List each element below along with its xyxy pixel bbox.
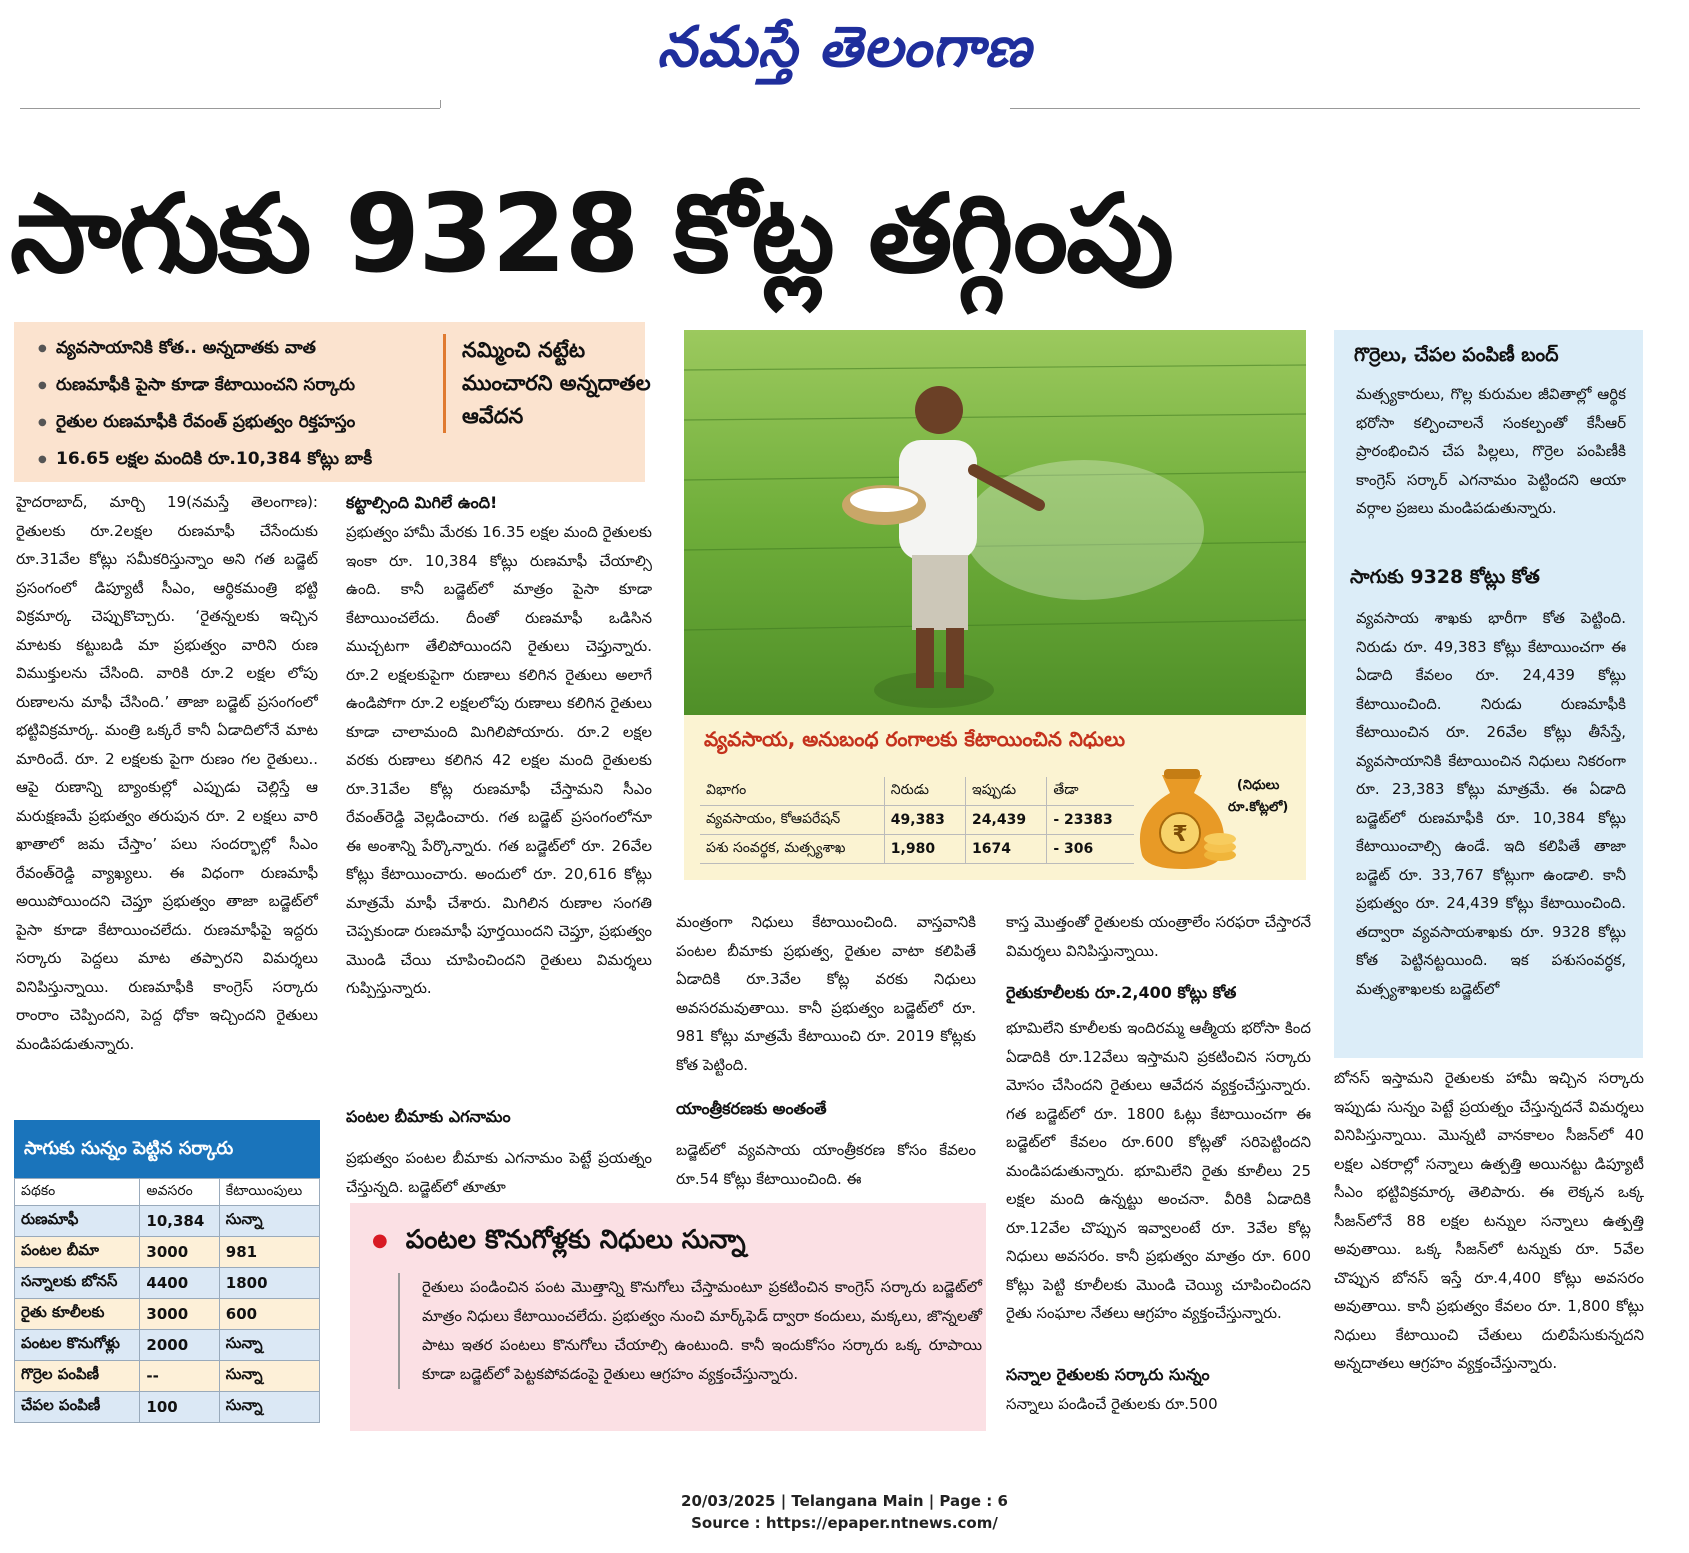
scheme-cell: సున్నా (219, 1392, 319, 1423)
masthead-logo: నమస్తే తెలంగాణ (657, 15, 1032, 80)
funds-row (700, 806, 1134, 835)
subheading-laborers: రైతుకూలీలకు రూ.2,400 కోట్లు కోత (1006, 983, 1237, 1002)
article-column-1: హైదరాబాద్, మార్చి 19(నమస్తే తెలంగాణ): రైతులకు రూ.2లక్షల రుణమాఫీ చేసేందుకు రూ.31వేల కోట్లు సమీకరిస్తున్నాం అని గత బడ్జెట్ ప్రసంగంలో డిప్యూటీ సీఎం, ఆర్థికమంత్రి భట్టి విక్రమార్క చెప్పుకొచ్చారు. ‘రైతన్నలకు ఇచ్చిన మాటకు కట్టుబడి మా ప్రభుత్వం వారిని రుణ విముక్తులను చేసింది. వారికి రూ.2 లక్షల లోపు రుణాలను మాఫీ చేసింది.’ తాజా బడ్జెట్ ప్రసంగంలో భట్టివిక్రమార్క. మంత్రి ఒక్కరే కానీ ఏడాదిలోనే మాట మారిందే. రూ. 2 లక్షలకు పైగా రుణం గల రైతులు.. ఆపై రుణాన్ని బ్యాంకుల్లో ఎప్పుడు చెల్లిస్తే ఆ మరుక్షణమే ప్రభుత్వం తరుపున రూ. 2 లక్షలు వారి ఖాతాలో జమ చేస్తాం’ పలు సందర్భాల్లో సీఎం రేవంత్‌రెడ్డి వ్యాఖ్యలు. ఈ విధంగా రుణమాఫీ అయిపోయిందని చెప్తూ ప్రభుత్వం తాజా బడ్జెట్‌లో పైసా కూడా కేటాయించలేదు. రుణమాఫీపై ఇద్దరు సర్కారు పెద్దలు మాట తప్పారని విమర్శలు వినిపిస్తున్నాయి. రుణమాఫీకి కాంగ్రెస్ సర్కారు రాంరాం చెప్పిందని, పెద్ద ధోకా ఇచ్చిందని రైతులు మండిపడుతున్నారు. (16, 493, 318, 1053)
scheme-cell: 2000 (140, 1330, 219, 1361)
scheme-row (15, 1299, 320, 1330)
funds-cell: 1674 (966, 835, 1047, 864)
funds-cell: 24,439 (966, 806, 1047, 835)
funds-header-row (700, 777, 1134, 806)
procurement-title: పంటల కొనుగోళ్లకు నిధులు సున్నా (405, 1225, 746, 1255)
funds-cell: పశు సంవర్థక, మత్స్యశాఖ (700, 835, 884, 864)
footer-source: Source : https://epaper.ntnews.com/ (691, 1514, 998, 1532)
subheading-crop-insurance: పంటల బీమాకు ఎగనామం (346, 1107, 511, 1126)
footer-date-page: 20/03/2025 | Telangana Main | Page : 6 (681, 1492, 1008, 1510)
procurement-heading (372, 1225, 746, 1261)
funds-note-line-1: (నిధులు (1236, 778, 1280, 793)
scheme-row (15, 1237, 320, 1268)
highlight-item: ● రుణమాఫీకి పైసా కూడా కేటాయించని సర్కారు (38, 367, 448, 404)
scheme-row (15, 1361, 320, 1392)
highlight-item: ● వ్యవసాయానికి కోత.. అన్నదాతకు వాత (38, 330, 448, 367)
scheme-cell: 600 (219, 1299, 319, 1330)
funds-header-cell: తేడా (1047, 777, 1134, 806)
top-rule-tick (440, 100, 441, 108)
scheme-row (15, 1392, 320, 1423)
funds-header-cell: విభాగం (700, 777, 884, 806)
farmer-field-illustration (684, 330, 1306, 715)
sidebar-box (1334, 330, 1643, 1058)
scheme-row (15, 1268, 320, 1299)
procurement-box (350, 1203, 986, 1431)
highlight-item: ● రైతుల రుణమాఫీకి రేవంత్ ప్రభుత్వం రిక్తహస్తం (38, 404, 448, 441)
scheme-header-row (15, 1179, 320, 1206)
scheme-row (15, 1206, 320, 1237)
scheme-header-cell: అవసరం (140, 1179, 219, 1206)
page-footer (0, 1490, 1689, 1534)
funds-cell: వ్యవసాయం, కోఆపరేషన్ (700, 806, 884, 835)
column-4-text-a: కాస్త మొత్తంతో రైతులకు యంత్రాలేం సరఫరా చేస్తారనే విమర్శలు వినిపిస్తున్నాయి. (1006, 913, 1311, 960)
scheme-cell: రైతు కూలీలకు (15, 1299, 140, 1330)
funds-cell: - 23383 (1047, 806, 1134, 835)
scheme-cell: సున్నా (219, 1361, 319, 1392)
main-headline: సాగుకు 9328 కోట్ల తగ్గింపు (10, 172, 1172, 297)
scheme-cell: పంటల బీమా (15, 1237, 140, 1268)
subheading-loan-pending: కట్టాల్సింది మిగిలే ఉంది! (346, 493, 498, 512)
scheme-cell: 981 (219, 1237, 319, 1268)
article-column-2 (346, 488, 652, 1202)
scheme-row (15, 1330, 320, 1361)
column-4-text-b: సన్నాలు పండించే రైతులకు రూ.500 (1006, 1395, 1218, 1413)
funds-note-line-2: రూ.కోట్లలో) (1228, 800, 1289, 815)
scheme-cell: 1800 (219, 1268, 319, 1299)
scheme-table (14, 1178, 320, 1423)
subheading-mechanization: యాంత్రీకరణకు అంతంతే (676, 1099, 827, 1118)
farmer-photo (684, 330, 1306, 715)
rupee-symbol: ₹ (1172, 822, 1188, 847)
column-2-text-b: ప్రభుత్వం పంటల బీమాకు ఎగనామం పెట్టే ప్రయత్నం చేస్తున్నది. బడ్జెట్‌లో తూతూ (346, 1149, 652, 1196)
scheme-table-title: సాగుకు సున్నం పెట్టిన సర్కారు (14, 1120, 320, 1178)
top-rule-right (1010, 108, 1640, 109)
bullet-icon: ● (372, 1230, 388, 1251)
scheme-cell: సున్నా (219, 1206, 319, 1237)
funds-cell: 1,980 (884, 835, 965, 864)
scheme-cell: 3000 (140, 1237, 219, 1268)
funds-unit-note (1228, 775, 1288, 819)
sidebar-heading-1: గొర్రెలు, చేపల పంపిణీ బంద్ (1354, 344, 1559, 366)
column-2-text: ప్రభుత్వం హామీ మేరకు 16.35 లక్షల మంది రైతులకు ఇంకా రూ. 10,384 కోట్లు రుణమాఫీ చేయాల్సి ఉంది. కానీ బడ్జెట్‌లో మాత్రం పైసా కూడా కేటాయించలేదు. దీంతో రుణమాఫీ ఒడిసిన ముచ్చటగా తేలిపోయిందని రైతులు చెప్తున్నారు. రూ.2 లక్షలకుపైగా రుణాలు కలిగిన రైతులు అలాగే ఉండిపోగా రూ.2 లక్షలలోపు రుణాలు కలిగిన రైతులు కూడా చాలామంది మిగిలిపోయారు. రూ.2 లక్షల వరకు రుణాలు కలిగిన 42 లక్షల మంది రైతులకు రూ.31వేల కోట్ల రుణమాఫీ చేస్తామని సీఎం రేవంత్‌రెడ్డి వెల్లడించారు. గత బడ్జెట్ ప్రసంగంలోనూ ఈ అంశాన్ని పేర్కొన్నారు. గత బడ్జెట్‌లో రూ. 26వేల కోట్లు కేటాయించారు. అందులో రూ. 20,616 కోట్లు మాత్రమే మాఫీ చేశారు. మిగిలిన రుణాల సంగతి చెప్పకుండా రుణమాఫీ పూర్తయిందని చెప్తూ, ప్రభుత్వం మొండి చేయి చూపించిందని రైతులు విమర్శలు గుప్పిస్తున్నారు. (346, 523, 652, 997)
procurement-text: రైతులు పండించిన పంట మొత్తాన్ని కొనుగోలు చేస్తామంటూ ప్రకటించిన కాంగ్రెస్ సర్కారు బడ్జెట్‌లో మాత్రం నిధులు కేటాయించలేదు. ప్రభుత్వం నుంచి మార్క్‌ఫెడ్ ద్వారా కందులు, మక్కలు, జొన్నలతో పాటు ఇతర పంటలు కొనుగోలు చేయాల్సి ఉంటుంది. కానీ ఇందుకోసం సర్కారు ఒక్క రూపాయి కూడా బడ్జెట్‌లో పెట్టకపోవడంపై రైతులు ఆగ్రహం వ్యక్తంచేస్తున్నారు. (398, 1273, 982, 1389)
scheme-cell: 4400 (140, 1268, 219, 1299)
article-column-4 (1006, 908, 1311, 1418)
scheme-cell: గొర్రెల పంపిణీ (15, 1361, 140, 1392)
sidebar-text-2: వ్యవసాయ శాఖకు భారీగా కోత పెట్టింది. నిరుడు రూ. 49,383 కోట్లు కేటాయించగా ఈ ఏడాది కేవలం రూ. 24,439 కోట్లు కేటాయించింది. నిరుడు రుణమాఫీకి కేటాయించిన రూ. 26వేల కోట్లు తీసేస్తే, వ్యవసాయానికి కేటాయించిన నిధులు నికరంగా రూ. 23,383 కోట్లు మాత్రమే. ఈ ఏడాది బడ్జెట్‌లో రుణమాఫీకి రూ. 10,384 కోట్లు కేటాయించాల్సి ఉండే. ఇది కలిపితే తాజా బడ్జెట్ రూ. 33,767 కోట్లుగా ఉండాలి. కానీ ప్రభుత్వం రూ. 24,439 కోట్లు కేటాయించింది. తద్వారా వ్యవసాయశాఖకు రూ. 9328 కోట్లు కోత పెట్టినట్టయింది. ఇక పశుసంవర్ధక, మత్స్యశాఖలకు బడ్జెట్‌లో (1356, 609, 1626, 998)
subheading-fine-rice: సన్నాల రైతులకు సర్కారు సున్నం (1006, 1365, 1210, 1384)
scheme-cell: సన్నాలకు బోనస్ (15, 1268, 140, 1299)
funds-header-cell: ఇప్పుడు (966, 777, 1047, 806)
scheme-header-cell: కేటాయింపులు (219, 1179, 319, 1206)
money-bag-icon (1122, 755, 1242, 873)
top-rule-left (20, 108, 440, 109)
column-4-text: భూమిలేని కూలీలకు ఇందిరమ్మ ఆత్మీయ భరోసా కింద ఏడాదికి రూ.12వేలు ఇస్తామని ప్రకటించిన సర్కారు మోసం చేసిందని రైతులు ఆవేదన వ్యక్తంచేస్తున్నారు. గత బడ్జెట్‌లో రూ. 1800 ఓట్లు కేటాయించగా ఈ బడ్జెట్‌లో కేవలం రూ.600 కోట్లతో సరిపెట్టిందని మండిపడుతున్నారు. భూమిలేని రైతు కూలీలు 25 లక్షల మంది ఉన్నట్టు అంచనా. వీరికి ఏడాదికి రూ.12వేల చొప్పున ఇవ్వాలంటే రూ. 3వేల కోట్ల నిధులు అవసరం. కానీ ప్రభుత్వం మాత్రం రూ. 600 కోట్లు పెట్టి కూలీలకు మొండి చెయ్యి చూపించిందని రైతు సంఘాల నేతలు ఆగ్రహం వ్యక్తంచేస్తున్నారు. (1006, 1019, 1311, 1322)
scheme-cell: 10,384 (140, 1206, 219, 1237)
funds-header-cell: నిరుడు (884, 777, 965, 806)
funds-table (700, 777, 1134, 864)
funds-row (700, 835, 1134, 864)
column-3-text: మంత్రంగా నిధులు కేటాయించింది. వాస్తవానికి పంటల బీమాకు ప్రభుత్వ, రైతుల వాటా కలిపితే ఏడాదికి రూ.3వేల కోట్ల వరకు నిధులు అవసరమవుతాయి. కానీ ప్రభుత్వం బడ్జెట్‌లో రూ. 981 కోట్లు మాత్రమే కేటాయించి రూ. 2019 కోట్లకు కోత పెట్టింది. (676, 913, 976, 1074)
scheme-cell: పంటల కొనుగోళ్లు (15, 1330, 140, 1361)
sidebar-heading-2: సాగుకు 9328 కోట్లు కోత (1350, 566, 1540, 588)
scheme-cell: 3000 (140, 1299, 219, 1330)
article-column-5: బోనస్ ఇస్తామని రైతులకు హామీ ఇచ్చిన సర్కారు ఇప్పుడు సున్నం పెట్టే ప్రయత్నం చేస్తున్నదనే విమర్శలు వినిపిస్తున్నాయి. మొన్నటి వానకాలం సీజన్‌లో 40 లక్షల ఎకరాల్లో సన్నాలు ఉత్పత్తి అయినట్టు డిప్యూటీ సీఎం భట్టివిక్రమార్క తెలిపారు. ఈ లెక్కన ఒక్క సీజన్‌లోనే 88 లక్షల టన్నుల సన్నాలు ఉత్పత్తి అవుతాయి. ఒక్క సీజన్‌లో టన్నుకు రూ. 5వేల చొప్పున బోనస్ ఇస్తే రూ.4,400 కోట్లు అవసరం అవుతాయి. కానీ ప్రభుత్వం కేవలం రూ. 1,800 కోట్లు నిధులు కేటాయించి చేతులు దులిపేసుకున్నదని అన్నదాతలు ఆగ్రహం వ్యక్తంచేస్తున్నారు. (1334, 1069, 1644, 1372)
pull-quote: నమ్మించి నట్టేట ముంచారని అన్నదాతల ఆవేదన (443, 334, 657, 433)
article-column-3 (676, 908, 976, 1194)
scheme-cell: చేపల పంపిణీ (15, 1392, 140, 1423)
scheme-cell: రుణమాఫీ (15, 1206, 140, 1237)
funds-title: వ్యవసాయ, అనుబంధ రంగాలకు కేటాయించిన నిధులు (704, 727, 1126, 751)
sidebar-text-1: మత్స్యకారులు, గొల్ల కురుమల జీవితాల్లో ఆర్థిక భరోసా కల్పించాలనే సంకల్పంతో కేసీఆర్ ప్రారంభించిన చేప పిల్లలు, గొర్రెల పంపిణీకి కాంగ్రెస్ సర్కార్ ఎగనామం పెట్టిందని ఆయా వర్గాల ప్రజలు మండిపడుతున్నారు. (1356, 385, 1626, 517)
scheme-header-cell: పథకం (15, 1179, 140, 1206)
scheme-cell: 100 (140, 1392, 219, 1423)
scheme-cell: -- (140, 1361, 219, 1392)
scheme-table-box (14, 1120, 320, 1430)
highlight-item: ● 16.65 లక్షల మందికి రూ.10,384 కోట్లు బాకీ (38, 441, 448, 478)
funds-cell: 49,383 (884, 806, 965, 835)
scheme-cell: సున్నా (219, 1330, 319, 1361)
column-3-text-b: బడ్జెట్‌లో వ్యవసాయ యాంత్రీకరణ కోసం కేవలం రూ.54 కోట్లు కేటాయించింది. ఈ (676, 1141, 976, 1188)
funds-infobox (684, 715, 1306, 880)
funds-cell: - 306 (1047, 835, 1134, 864)
